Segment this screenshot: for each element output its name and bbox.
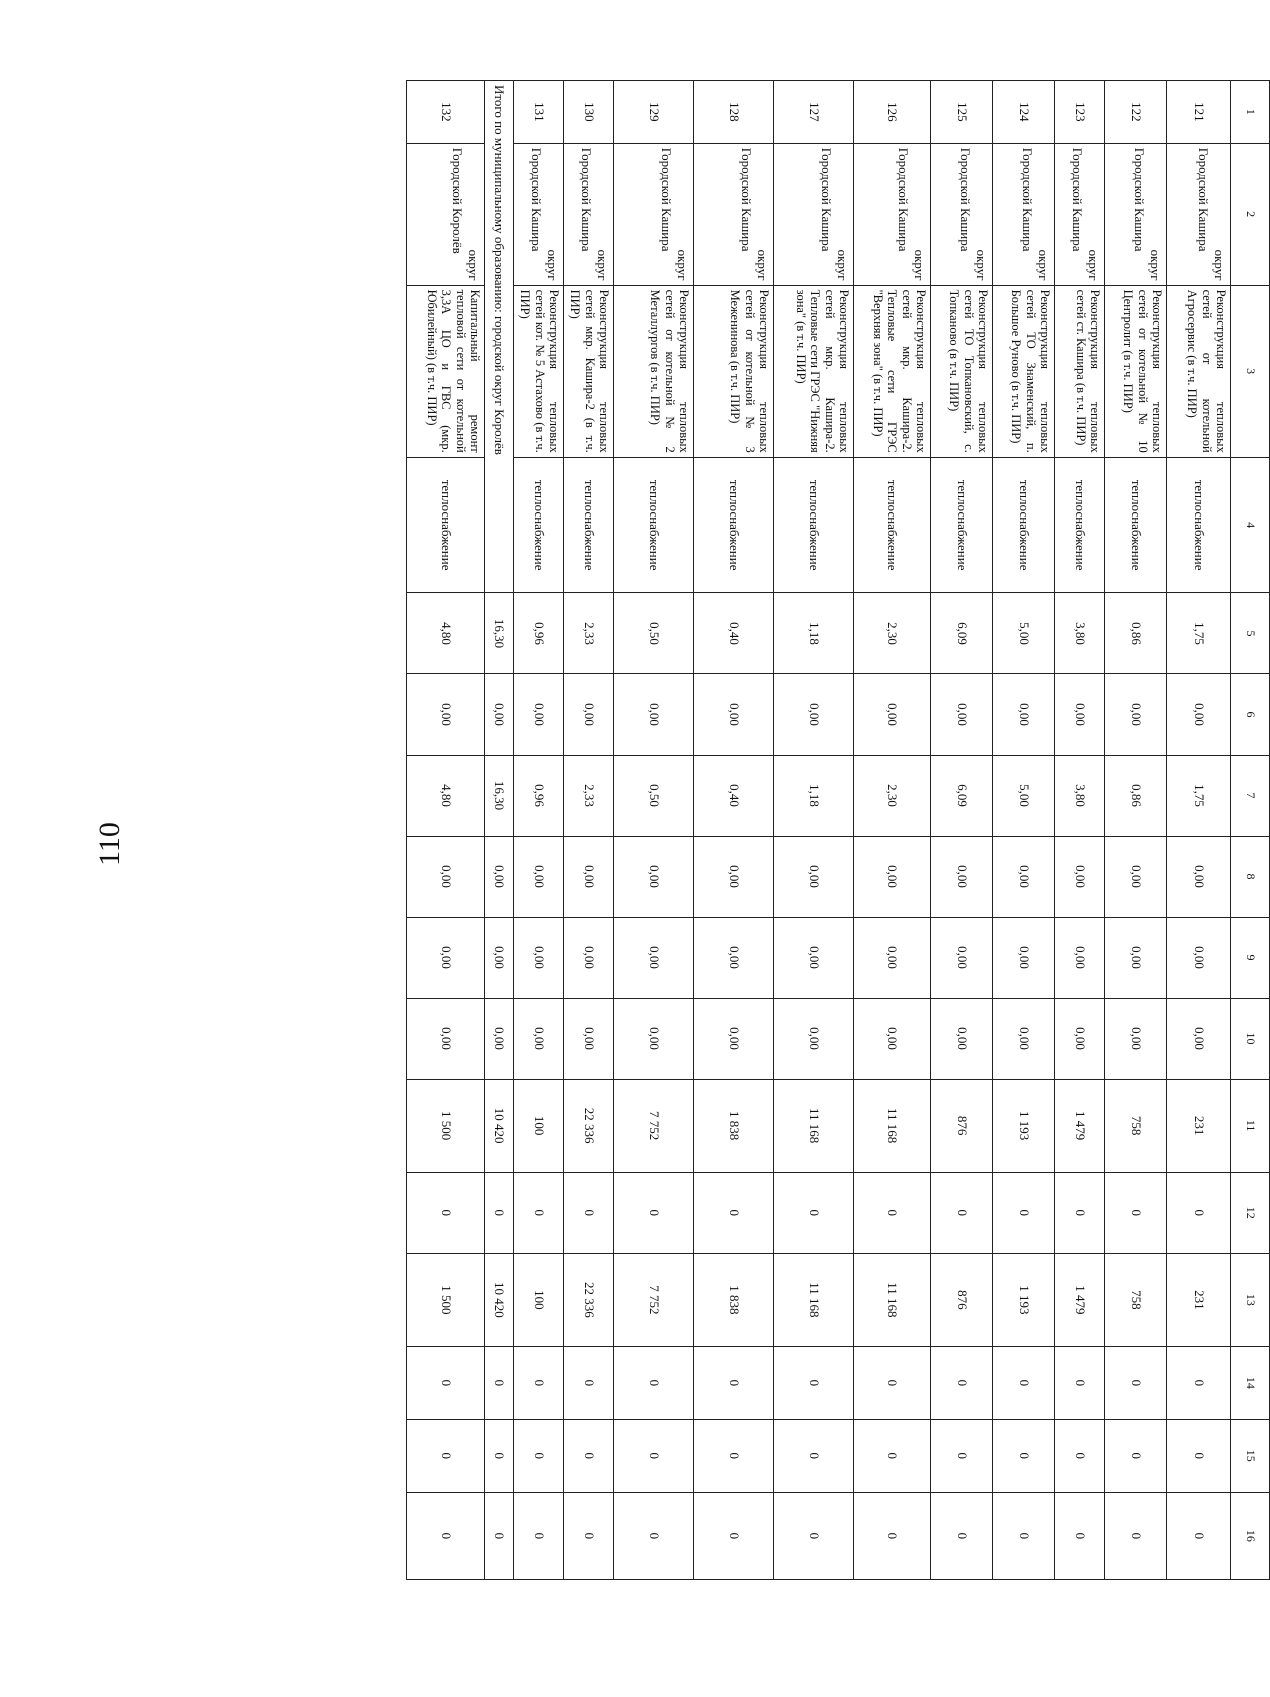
value-cell-11: 1 500 bbox=[407, 1079, 485, 1172]
column-header: 9 bbox=[1231, 917, 1270, 998]
municipality-kind: округ bbox=[1212, 249, 1227, 281]
value-cell-9: 0,00 bbox=[993, 917, 1055, 998]
value-cell-14: 0 bbox=[993, 1346, 1055, 1419]
row-number: 124 bbox=[993, 81, 1055, 144]
value-cell-9: 0,00 bbox=[694, 917, 774, 998]
value-cell-15: 0 bbox=[1105, 1419, 1167, 1492]
column-header: 5 bbox=[1231, 593, 1270, 674]
value-cell-5: 0,40 bbox=[694, 593, 774, 674]
row-number: 132 bbox=[407, 81, 485, 144]
value-cell-10: 0,00 bbox=[407, 998, 485, 1079]
table-row bbox=[407, 81, 485, 1580]
value-cell-15: 0 bbox=[993, 1419, 1055, 1492]
value-cell-11: 231 bbox=[1167, 1079, 1231, 1172]
investment-table bbox=[406, 80, 1270, 1580]
value-cell-12: 0 bbox=[1167, 1172, 1231, 1253]
column-header: 10 bbox=[1231, 998, 1270, 1079]
value-cell-16: 0 bbox=[1105, 1492, 1167, 1579]
table-row bbox=[564, 81, 614, 1580]
total-value-8: 0,00 bbox=[485, 836, 514, 917]
municipality-cell bbox=[1167, 143, 1231, 285]
total-value-14: 0 bbox=[485, 1346, 514, 1419]
table-row bbox=[614, 81, 694, 1580]
project-description: Реконструкция тепловых сетей мкр. Кашира-2. Тепловые сети ГРЭС "Верхняя зона" (в т.ч. ПИР) bbox=[854, 285, 931, 457]
municipality-name: Городской Королёв bbox=[450, 147, 465, 254]
total-label: Итого по муниципальному образованию: городской округ Королёв bbox=[485, 81, 514, 593]
value-cell-8: 0,00 bbox=[1167, 836, 1231, 917]
value-cell-14: 0 bbox=[931, 1346, 993, 1419]
value-cell-7: 2,30 bbox=[854, 755, 931, 836]
municipality-kind: округ bbox=[466, 249, 481, 281]
value-cell-12: 0 bbox=[774, 1172, 854, 1253]
row-number: 123 bbox=[1055, 81, 1105, 144]
value-cell-5: 5,00 bbox=[993, 593, 1055, 674]
value-cell-15: 0 bbox=[564, 1419, 614, 1492]
value-cell-9: 0,00 bbox=[514, 917, 564, 998]
municipality-name: Городской Кашира bbox=[579, 147, 594, 252]
value-cell-15: 0 bbox=[614, 1419, 694, 1492]
value-cell-6: 0,00 bbox=[774, 674, 854, 755]
value-cell-7: 0,86 bbox=[1105, 755, 1167, 836]
value-cell-7: 2,33 bbox=[564, 755, 614, 836]
municipality-cell bbox=[993, 143, 1055, 285]
value-cell-6: 0,00 bbox=[564, 674, 614, 755]
value-cell-12: 0 bbox=[694, 1172, 774, 1253]
project-description: Реконструкция тепловых сетей ТО Знаменский, п. Большое Руново (в т.ч. ПИР) bbox=[993, 285, 1055, 457]
column-header: 7 bbox=[1231, 755, 1270, 836]
value-cell-14: 0 bbox=[514, 1346, 564, 1419]
value-cell-12: 0 bbox=[854, 1172, 931, 1253]
project-type: теплоснабжение bbox=[774, 457, 854, 593]
project-description: Реконструкция тепловых сетей от котельной № 2 Металлургов (в т.ч. ПИР) bbox=[614, 285, 694, 457]
value-cell-10: 0,00 bbox=[1105, 998, 1167, 1079]
value-cell-10: 0,00 bbox=[1055, 998, 1105, 1079]
value-cell-15: 0 bbox=[854, 1419, 931, 1492]
table-row bbox=[774, 81, 854, 1580]
column-header: 6 bbox=[1231, 674, 1270, 755]
value-cell-13: 22 336 bbox=[564, 1253, 614, 1346]
value-cell-16: 0 bbox=[564, 1492, 614, 1579]
municipality-kind: округ bbox=[755, 249, 770, 281]
value-cell-7: 1,75 bbox=[1167, 755, 1231, 836]
value-cell-16: 0 bbox=[1055, 1492, 1105, 1579]
row-number: 121 bbox=[1167, 81, 1231, 144]
column-header: 14 bbox=[1231, 1346, 1270, 1419]
column-header: 15 bbox=[1231, 1419, 1270, 1492]
value-cell-16: 0 bbox=[854, 1492, 931, 1579]
value-cell-5: 2,33 bbox=[564, 593, 614, 674]
row-number: 130 bbox=[564, 81, 614, 144]
value-cell-15: 0 bbox=[774, 1419, 854, 1492]
value-cell-13: 1 838 bbox=[694, 1253, 774, 1346]
row-number: 125 bbox=[931, 81, 993, 144]
value-cell-12: 0 bbox=[564, 1172, 614, 1253]
value-cell-11: 876 bbox=[931, 1079, 993, 1172]
total-value-10: 0,00 bbox=[485, 998, 514, 1079]
value-cell-12: 0 bbox=[407, 1172, 485, 1253]
value-cell-9: 0,00 bbox=[614, 917, 694, 998]
value-cell-10: 0,00 bbox=[514, 998, 564, 1079]
project-type: теплоснабжение bbox=[854, 457, 931, 593]
value-cell-13: 1 500 bbox=[407, 1253, 485, 1346]
municipality-name: Городской Кашира bbox=[529, 147, 544, 252]
project-description: Реконструкция тепловых сетей мкр. Кашира-2. Тепловые сети ГРЭС "Нижняя зона" (в т.ч. ПИР) bbox=[774, 285, 854, 457]
total-value-11: 10 420 bbox=[485, 1079, 514, 1172]
value-cell-8: 0,00 bbox=[514, 836, 564, 917]
value-cell-13: 231 bbox=[1167, 1253, 1231, 1346]
value-cell-13: 11 168 bbox=[854, 1253, 931, 1346]
value-cell-8: 0,00 bbox=[993, 836, 1055, 917]
value-cell-9: 0,00 bbox=[931, 917, 993, 998]
table-row bbox=[1167, 81, 1231, 1580]
municipality-kind: округ bbox=[675, 249, 690, 281]
value-cell-13: 876 bbox=[931, 1253, 993, 1346]
municipality-cell bbox=[1055, 143, 1105, 285]
value-cell-6: 0,00 bbox=[694, 674, 774, 755]
project-description: Реконструкция тепловых сетей от котельной № 10 Центролит (в т.ч. ПИР) bbox=[1105, 285, 1167, 457]
column-header: 4 bbox=[1231, 457, 1270, 593]
value-cell-16: 0 bbox=[931, 1492, 993, 1579]
value-cell-10: 0,00 bbox=[774, 998, 854, 1079]
value-cell-13: 1 193 bbox=[993, 1253, 1055, 1346]
municipality-cell bbox=[854, 143, 931, 285]
municipality-kind: округ bbox=[974, 249, 989, 281]
project-description: Реконструкция тепловых сетей ст. Кашира (в т.ч. ПИР) bbox=[1055, 285, 1105, 457]
column-header: 1 bbox=[1231, 81, 1270, 144]
value-cell-9: 0,00 bbox=[564, 917, 614, 998]
value-cell-12: 0 bbox=[514, 1172, 564, 1253]
total-value-6: 0,00 bbox=[485, 674, 514, 755]
value-cell-8: 0,00 bbox=[614, 836, 694, 917]
value-cell-8: 0,00 bbox=[774, 836, 854, 917]
table-row bbox=[1105, 81, 1167, 1580]
value-cell-16: 0 bbox=[694, 1492, 774, 1579]
total-value-13: 10 420 bbox=[485, 1253, 514, 1346]
project-description: Реконструкция тепловых сетей мкр. Кашира-2 (в т.ч. ПИР) bbox=[564, 285, 614, 457]
value-cell-16: 0 bbox=[774, 1492, 854, 1579]
column-header: 12 bbox=[1231, 1172, 1270, 1253]
municipality-name: Городской Кашира bbox=[659, 147, 674, 252]
total-value-16: 0 bbox=[485, 1492, 514, 1579]
rotated-table-container bbox=[150, 80, 1270, 1580]
column-header: 3 bbox=[1231, 285, 1270, 457]
value-cell-15: 0 bbox=[407, 1419, 485, 1492]
value-cell-15: 0 bbox=[514, 1419, 564, 1492]
value-cell-10: 0,00 bbox=[564, 998, 614, 1079]
value-cell-5: 3,80 bbox=[1055, 593, 1105, 674]
value-cell-7: 0,50 bbox=[614, 755, 694, 836]
project-type: теплоснабжение bbox=[407, 457, 485, 593]
value-cell-13: 1 479 bbox=[1055, 1253, 1105, 1346]
project-description: Реконструкция тепловых сетей от котельной Агросервис (в т.ч. ПИР) bbox=[1167, 285, 1231, 457]
value-cell-12: 0 bbox=[1105, 1172, 1167, 1253]
value-cell-6: 0,00 bbox=[514, 674, 564, 755]
value-cell-14: 0 bbox=[774, 1346, 854, 1419]
value-cell-14: 0 bbox=[407, 1346, 485, 1419]
table-row bbox=[694, 81, 774, 1580]
municipality-cell bbox=[514, 143, 564, 285]
project-description: Капитальный ремонт тепловой сети от котельной 3,3А ЦО и ГВС (мкр. Юбилейный) (в т.ч. ПИР) bbox=[407, 285, 485, 457]
value-cell-14: 0 bbox=[1105, 1346, 1167, 1419]
project-type: теплоснабжение bbox=[614, 457, 694, 593]
value-cell-5: 0,86 bbox=[1105, 593, 1167, 674]
total-row bbox=[485, 81, 514, 1580]
value-cell-8: 0,00 bbox=[1105, 836, 1167, 917]
value-cell-9: 0,00 bbox=[1055, 917, 1105, 998]
value-cell-6: 0,00 bbox=[1167, 674, 1231, 755]
value-cell-8: 0,00 bbox=[931, 836, 993, 917]
value-cell-16: 0 bbox=[407, 1492, 485, 1579]
value-cell-9: 0,00 bbox=[854, 917, 931, 998]
municipality-kind: округ bbox=[912, 249, 927, 281]
municipality-cell bbox=[564, 143, 614, 285]
value-cell-6: 0,00 bbox=[1105, 674, 1167, 755]
municipality-kind: округ bbox=[545, 249, 560, 281]
value-cell-7: 0,96 bbox=[514, 755, 564, 836]
value-cell-12: 0 bbox=[993, 1172, 1055, 1253]
value-cell-10: 0,00 bbox=[614, 998, 694, 1079]
value-cell-11: 1 838 bbox=[694, 1079, 774, 1172]
table-row bbox=[1055, 81, 1105, 1580]
municipality-kind: округ bbox=[1086, 249, 1101, 281]
municipality-cell bbox=[774, 143, 854, 285]
municipality-name: Городской Кашира bbox=[896, 147, 911, 252]
value-cell-11: 758 bbox=[1105, 1079, 1167, 1172]
value-cell-14: 0 bbox=[614, 1346, 694, 1419]
table-body bbox=[407, 81, 1231, 1580]
value-cell-13: 100 bbox=[514, 1253, 564, 1346]
value-cell-6: 0,00 bbox=[614, 674, 694, 755]
column-header: 2 bbox=[1231, 143, 1270, 285]
header-row bbox=[1231, 81, 1270, 1580]
column-header: 16 bbox=[1231, 1492, 1270, 1579]
value-cell-8: 0,00 bbox=[564, 836, 614, 917]
value-cell-7: 5,00 bbox=[993, 755, 1055, 836]
column-header: 13 bbox=[1231, 1253, 1270, 1346]
value-cell-5: 2,30 bbox=[854, 593, 931, 674]
municipality-name: Городской Кашира bbox=[1196, 147, 1211, 252]
value-cell-15: 0 bbox=[1167, 1419, 1231, 1492]
value-cell-13: 11 168 bbox=[774, 1253, 854, 1346]
value-cell-6: 0,00 bbox=[993, 674, 1055, 755]
value-cell-16: 0 bbox=[1167, 1492, 1231, 1579]
value-cell-5: 1,75 bbox=[1167, 593, 1231, 674]
value-cell-11: 1 193 bbox=[993, 1079, 1055, 1172]
project-description: Реконструкция тепловых сетей кот. № 5 Астахово (в т.ч. ПИР) bbox=[514, 285, 564, 457]
value-cell-14: 0 bbox=[1167, 1346, 1231, 1419]
value-cell-7: 3,80 bbox=[1055, 755, 1105, 836]
value-cell-9: 0,00 bbox=[1105, 917, 1167, 998]
value-cell-11: 1 479 bbox=[1055, 1079, 1105, 1172]
total-value-9: 0,00 bbox=[485, 917, 514, 998]
total-value-7: 16,30 bbox=[485, 755, 514, 836]
project-type: теплоснабжение bbox=[514, 457, 564, 593]
project-type: теплоснабжение bbox=[1167, 457, 1231, 593]
value-cell-11: 11 168 bbox=[854, 1079, 931, 1172]
value-cell-5: 0,96 bbox=[514, 593, 564, 674]
row-number: 122 bbox=[1105, 81, 1167, 144]
municipality-name: Городской Кашира bbox=[958, 147, 973, 252]
municipality-cell bbox=[931, 143, 993, 285]
value-cell-10: 0,00 bbox=[1167, 998, 1231, 1079]
value-cell-11: 100 bbox=[514, 1079, 564, 1172]
value-cell-9: 0,00 bbox=[774, 917, 854, 998]
municipality-name: Городской Кашира bbox=[1132, 147, 1147, 252]
row-number: 128 bbox=[694, 81, 774, 144]
value-cell-16: 0 bbox=[993, 1492, 1055, 1579]
municipality-kind: округ bbox=[595, 249, 610, 281]
value-cell-14: 0 bbox=[694, 1346, 774, 1419]
value-cell-6: 0,00 bbox=[407, 674, 485, 755]
municipality-kind: округ bbox=[835, 249, 850, 281]
value-cell-11: 7 752 bbox=[614, 1079, 694, 1172]
value-cell-8: 0,00 bbox=[407, 836, 485, 917]
value-cell-10: 0,00 bbox=[854, 998, 931, 1079]
column-header: 8 bbox=[1231, 836, 1270, 917]
value-cell-12: 0 bbox=[614, 1172, 694, 1253]
total-value-5: 16,30 bbox=[485, 593, 514, 674]
value-cell-14: 0 bbox=[564, 1346, 614, 1419]
project-type: теплоснабжение bbox=[694, 457, 774, 593]
project-type: теплоснабжение bbox=[1055, 457, 1105, 593]
value-cell-6: 0,00 bbox=[854, 674, 931, 755]
value-cell-7: 6,09 bbox=[931, 755, 993, 836]
value-cell-12: 0 bbox=[931, 1172, 993, 1253]
project-description: Реконструкция тепловых сетей от котельной № 3 Меженинова (в т.ч. ПИР) bbox=[694, 285, 774, 457]
row-number: 131 bbox=[514, 81, 564, 144]
municipality-name: Городской Кашира bbox=[1020, 147, 1035, 252]
total-value-12: 0 bbox=[485, 1172, 514, 1253]
value-cell-5: 4,80 bbox=[407, 593, 485, 674]
value-cell-14: 0 bbox=[854, 1346, 931, 1419]
project-type: теплоснабжение bbox=[564, 457, 614, 593]
value-cell-16: 0 bbox=[514, 1492, 564, 1579]
project-type: теплоснабжение bbox=[993, 457, 1055, 593]
value-cell-15: 0 bbox=[931, 1419, 993, 1492]
value-cell-5: 1,18 bbox=[774, 593, 854, 674]
value-cell-16: 0 bbox=[614, 1492, 694, 1579]
municipality-kind: округ bbox=[1036, 249, 1051, 281]
value-cell-10: 0,00 bbox=[931, 998, 993, 1079]
project-type: теплоснабжение bbox=[1105, 457, 1167, 593]
value-cell-14: 0 bbox=[1055, 1346, 1105, 1419]
value-cell-6: 0,00 bbox=[1055, 674, 1105, 755]
value-cell-5: 6,09 bbox=[931, 593, 993, 674]
value-cell-9: 0,00 bbox=[407, 917, 485, 998]
value-cell-6: 0,00 bbox=[931, 674, 993, 755]
row-number: 126 bbox=[854, 81, 931, 144]
value-cell-12: 0 bbox=[1055, 1172, 1105, 1253]
value-cell-15: 0 bbox=[694, 1419, 774, 1492]
table-row bbox=[854, 81, 931, 1580]
value-cell-5: 0,50 bbox=[614, 593, 694, 674]
value-cell-15: 0 bbox=[1055, 1419, 1105, 1492]
municipality-name: Городской Кашира bbox=[1070, 147, 1085, 252]
row-number: 129 bbox=[614, 81, 694, 144]
row-number: 127 bbox=[774, 81, 854, 144]
municipality-name: Городской Кашира bbox=[739, 147, 754, 252]
column-header: 11 bbox=[1231, 1079, 1270, 1172]
value-cell-7: 4,80 bbox=[407, 755, 485, 836]
municipality-cell bbox=[694, 143, 774, 285]
project-description: Реконструкция тепловых сетей ТО Топкановский, с. Топканово (в т.ч. ПИР) bbox=[931, 285, 993, 457]
value-cell-10: 0,00 bbox=[993, 998, 1055, 1079]
value-cell-13: 758 bbox=[1105, 1253, 1167, 1346]
table-row bbox=[993, 81, 1055, 1580]
value-cell-8: 0,00 bbox=[694, 836, 774, 917]
value-cell-10: 0,00 bbox=[694, 998, 774, 1079]
table-row bbox=[514, 81, 564, 1580]
value-cell-11: 11 168 bbox=[774, 1079, 854, 1172]
value-cell-8: 0,00 bbox=[854, 836, 931, 917]
value-cell-13: 7 752 bbox=[614, 1253, 694, 1346]
municipality-cell bbox=[1105, 143, 1167, 285]
value-cell-8: 0,00 bbox=[1055, 836, 1105, 917]
page-number: 110 bbox=[93, 822, 126, 866]
municipality-cell bbox=[614, 143, 694, 285]
municipality-cell bbox=[407, 143, 485, 285]
municipality-name: Городской Кашира bbox=[819, 147, 834, 252]
value-cell-7: 0,40 bbox=[694, 755, 774, 836]
table-row bbox=[931, 81, 993, 1580]
value-cell-9: 0,00 bbox=[1167, 917, 1231, 998]
value-cell-7: 1,18 bbox=[774, 755, 854, 836]
municipality-kind: округ bbox=[1148, 249, 1163, 281]
value-cell-11: 22 336 bbox=[564, 1079, 614, 1172]
total-value-15: 0 bbox=[485, 1419, 514, 1492]
project-type: теплоснабжение bbox=[931, 457, 993, 593]
